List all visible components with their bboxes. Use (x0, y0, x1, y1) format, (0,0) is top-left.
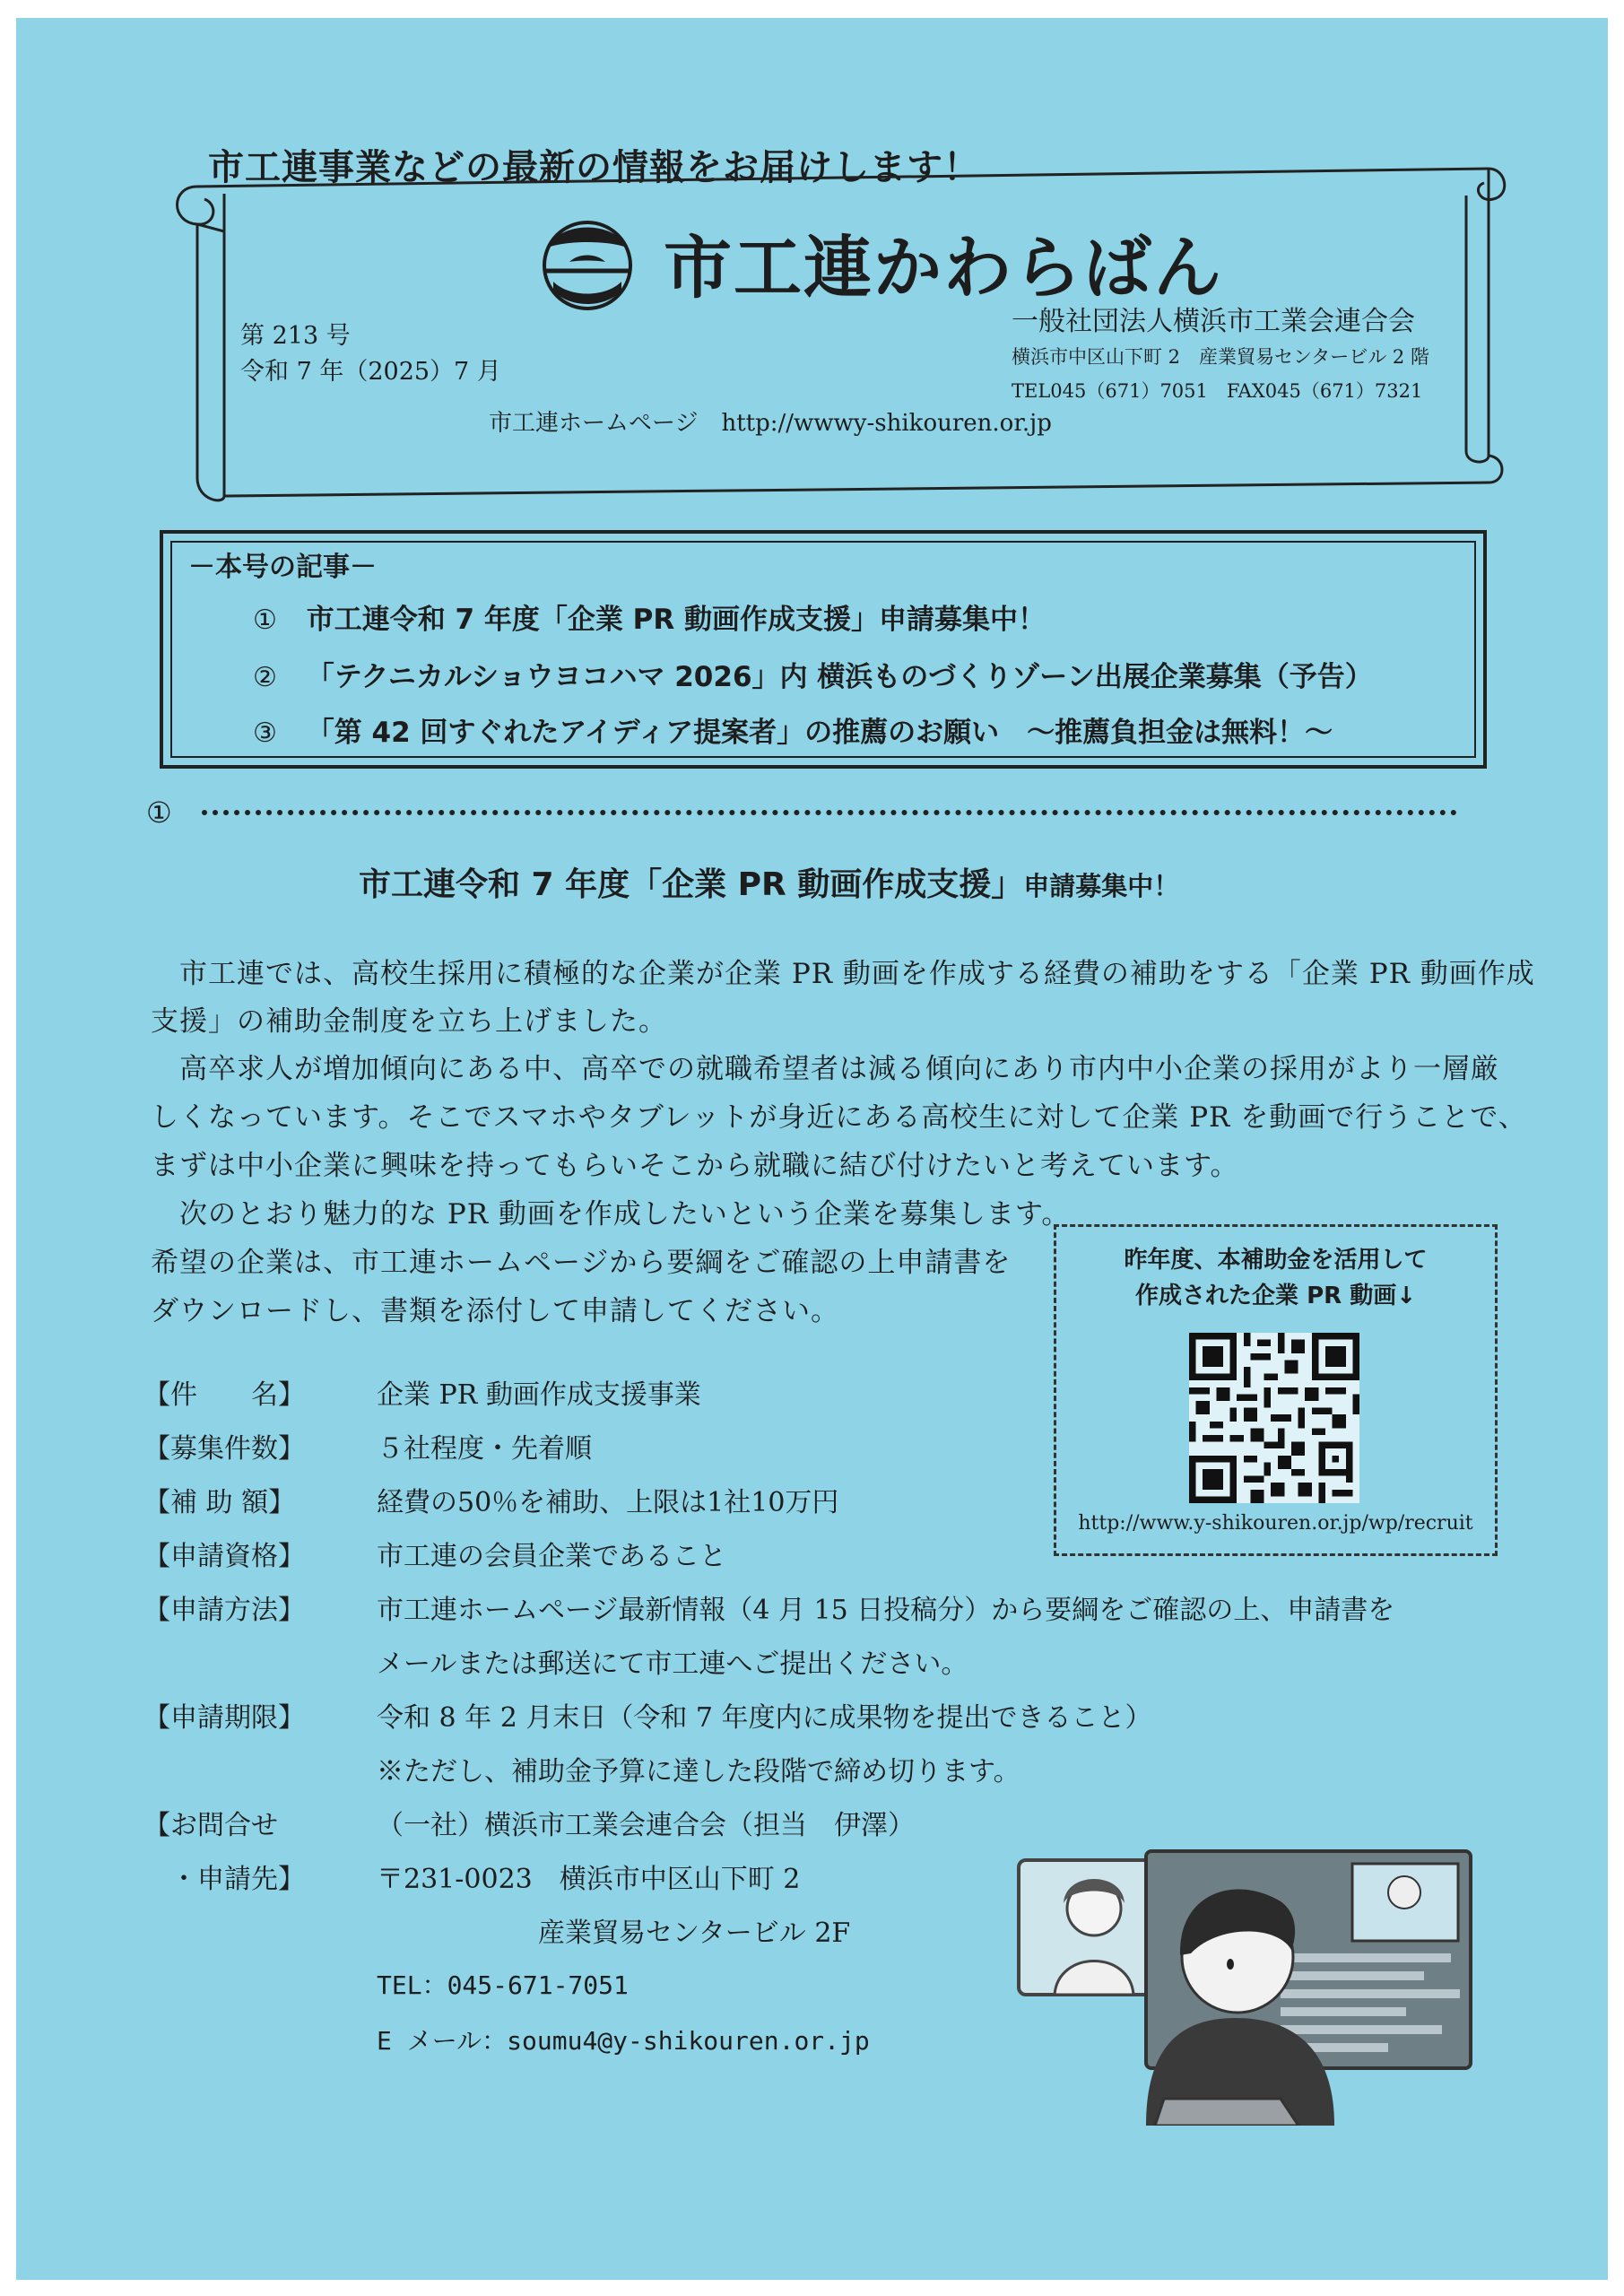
toc-item-text: 市工連令和 7 年度「企業 PR 動画作成支援」申請募集中！ (306, 604, 1046, 636)
detail-label: 【申請期限】 (143, 1702, 305, 1734)
qr-caption-line: 昨年度、本補助金を活用して (1124, 1247, 1428, 1274)
toc-item[interactable] (253, 596, 1046, 637)
organization-address: 横浜市中区山下町 2 産業貿易センタービル 2 階 (1012, 346, 1429, 368)
header-tagline: 市工連事業などの最新の情報をお届けします！ (208, 147, 980, 188)
toc-item[interactable] (253, 654, 1373, 694)
toc-item-text: 「第 42 回すぐれたアイディア提案者」の推薦のお願い ～推薦負担金は無料！～ (306, 717, 1333, 749)
body-paragraph-line: まずは中小企業に興味を持ってもらいそこから就職に結び付けたいと考えています。 (151, 1150, 1239, 1182)
section-marker: ① (146, 796, 172, 830)
newsletter-title: 市工連かわらばん (664, 228, 1223, 308)
homepage-url[interactable]: 市工連ホームページ http://wwwy-shikouren.or.jp (489, 410, 1052, 437)
body-paragraph-line: しくなっています。そこでスマホやタブレットが身近にある高校生に対して企業 PR を動画で行うことで、 (151, 1101, 1527, 1134)
qr-caption-line: 作成された企業 PR 動画↓ (1135, 1283, 1416, 1309)
organization-name: 一般社団法人横浜市工業会連合会 (1012, 306, 1415, 337)
detail-label: 【申請方法】 (143, 1595, 305, 1626)
body-paragraph-line: 希望の企業は、市工連ホームページから要綱をご確認の上申請書を (151, 1247, 1012, 1279)
contact-label: 【お問合せ (143, 1810, 278, 1841)
contact-email[interactable]: E メール：soumu4@y-shikouren.or.jp (377, 2026, 870, 2056)
detail-value: 企業 PR 動画作成支援事業 (377, 1379, 701, 1411)
body-paragraph-line: 高卒求人が増加傾向にある中、高卒での就職希望者は減る傾向にあり市内中小企業の採用がより一層厳 (151, 1053, 1499, 1085)
detail-label: 【募集件数】 (143, 1433, 305, 1465)
toc-item-number: ③ (253, 718, 277, 749)
contact-phone: TEL：045-671-7051 (377, 1970, 629, 2000)
contact-building: 産業貿易センタービル 2F (538, 1918, 851, 1949)
body-paragraph-line: 市工連では、高校生採用に積極的な企業が企業 PR 動画を作成する経費の補助をする「企業 PR 動画作成 (151, 958, 1535, 990)
contact-label: ・申請先】 (170, 1864, 305, 1895)
detail-value: 市工連ホームページ最新情報（4 月 15 日投稿分）から要綱をご確認の上、申請書を (377, 1595, 1395, 1626)
qr-code-box (1054, 1224, 1498, 1556)
toc-item-text: 「テクニカルショウヨコハマ 2026」内 横浜ものづくりゾーン出展企業募集（予告） (306, 661, 1373, 693)
organization-phone-fax: TEL045（671）7051 FAX045（671）7321 (1012, 380, 1423, 402)
detail-value: 市工連の会員企業であること (377, 1541, 726, 1572)
section-title-main: 市工連令和 7 年度「企業 PR 動画作成支援」 (359, 866, 1024, 903)
detail-label: 【申請資格】 (143, 1541, 305, 1572)
body-paragraph-line: 次のとおり魅力的な PR 動画を作成したいという企業を募集します。 (151, 1198, 1071, 1231)
contact-organization: （一社）横浜市工業会連合会（担当 伊澤） (377, 1810, 915, 1841)
issue-number: 第 213 号 (240, 322, 351, 350)
detail-value: 令和 8 年 2 月末日（令和 7 年度内に成果物を提出できること） (377, 1702, 1152, 1734)
detail-value: メールまたは郵送にて市工連へご提出ください。 (377, 1648, 968, 1680)
qr-url[interactable]: http://www.y-shikouren.or.jp/wp/recruit (1078, 1512, 1473, 1535)
section-title (359, 859, 1179, 905)
toc-item-number: ① (253, 604, 277, 636)
association-logo-icon (534, 208, 641, 314)
detail-label: 【件 名】 (143, 1379, 305, 1411)
issue-date: 令和 7 年（2025）7 月 (240, 358, 501, 386)
section-divider (202, 810, 1457, 815)
toc-item[interactable] (253, 709, 1333, 750)
detail-value: ※ただし、補助金予算に達した段階で締め切ります。 (377, 1756, 1020, 1787)
table-of-contents (160, 530, 1487, 769)
video-editing-illustration (1012, 1839, 1478, 2126)
toc-item-number: ② (253, 662, 277, 693)
detail-value: ５社程度・先着順 (377, 1433, 592, 1465)
detail-label: 【補 助 額】 (143, 1487, 296, 1518)
contact-postal-address: 〒231-0023 横浜市中区山下町 2 (377, 1864, 801, 1895)
body-paragraph-line: 支援」の補助金制度を立ち上げました。 (151, 1005, 667, 1038)
section-title-suffix: 申請募集中！ (1023, 871, 1180, 901)
toc-heading: －本号の記事－ (188, 552, 377, 583)
body-paragraph-line: ダウンロードし、書類を添付して申請してください。 (151, 1295, 839, 1327)
detail-value: 経費の50％を補助、上限は1社10万円 (377, 1487, 839, 1518)
qr-code-icon[interactable] (1189, 1333, 1359, 1503)
